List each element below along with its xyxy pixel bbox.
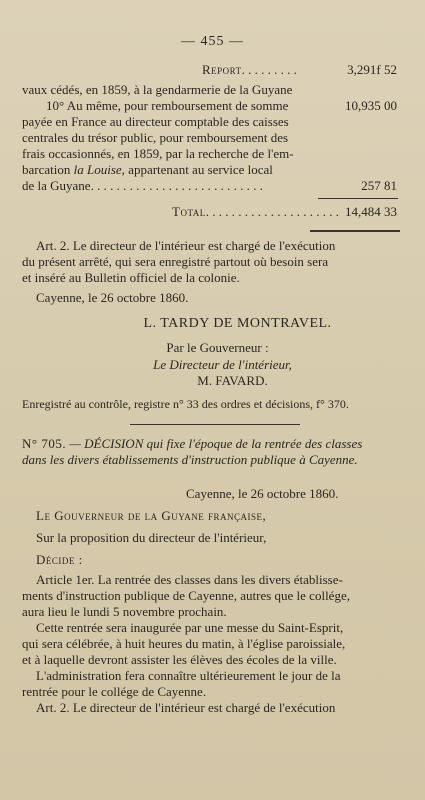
total-dots: . . . . . . . . . . . . . . . . . . . . . — [205, 204, 339, 219]
place-date: Cayenne, le 26 octobre 1860. — [36, 290, 189, 305]
decision-date: Cayenne, le 26 octobre 1860. — [186, 486, 339, 501]
total-rule — [310, 230, 400, 232]
item-line: , appartenant au service local — [121, 162, 273, 177]
text-line: et inséré au Bulletin officiel de la colonie. — [22, 270, 240, 285]
par-gouverneur: Par le Gouverneur : — [166, 340, 269, 355]
decision-heading — [22, 436, 397, 468]
decision-number: N° 705. — [22, 436, 67, 451]
text-line: ments d'instruction publique de Cayenne, autres que le collége, — [22, 588, 350, 603]
text-line: Article 1er. La rentrée des classes dans les divers établisse- — [36, 572, 343, 587]
total-label: Total — [172, 204, 206, 219]
directeur-title: Le Directeur de l'intérieur, — [153, 357, 292, 372]
report-dots: . . . . . . . . . — [241, 62, 297, 77]
text-line: aura lieu le lundi 5 novembre prochain. — [22, 604, 227, 619]
article-2 — [22, 238, 397, 286]
item-amount: 257 81 — [361, 178, 397, 193]
sum-rule — [318, 198, 398, 199]
decide-line: Décide : — [36, 552, 83, 567]
item-line: frais occasionnés, en 1859, par la recherche de l'em- — [22, 146, 294, 161]
directeur-name: M. FAVARD. — [197, 373, 268, 388]
total-amount: 14,484 33 — [345, 204, 397, 219]
vessel-name: la Louise — [73, 162, 122, 177]
signatory: L. TARDY DE MONTRAVEL. — [143, 316, 332, 331]
decision-title-2: dans les divers établissements d'instruction publique à Cayenne. — [22, 452, 358, 467]
report-amount: 3,291f 52 — [347, 62, 397, 77]
text-line: L'administration fera connaître ultérieurement le jour de la — [36, 668, 341, 683]
item-line: vaux cédés, en 1859, à la gendarmerie de la Guyane — [22, 82, 293, 97]
gouverneur-line: Le Gouverneur de la Guyane française, — [36, 508, 267, 523]
decision-title: — DÉCISION qui fixe l'époque de la rentrée des classes — [69, 436, 363, 451]
item-line: barcation — [22, 162, 71, 177]
report-label: Report — [202, 62, 242, 77]
text-line: Cette rentrée sera inaugurée par une messe du Saint-Esprit, — [36, 620, 344, 635]
page-number: — 455 — — [181, 34, 244, 49]
item-line: de la Guyane. . . . . . . . . . . . . . . . . . . . . . . . . . . — [22, 178, 263, 193]
item-line: payée en France au directeur comptable des caisses — [22, 114, 289, 129]
text-line: qui sera célébrée, à huit heures du matin, à l'église paroissiale, — [22, 636, 346, 651]
text-line: Art. 2. Le directeur de l'intérieur est chargé de l'exécution — [36, 700, 336, 715]
item-line: centrales du trésor public, pour remboursement des — [22, 130, 289, 145]
section-divider — [130, 424, 300, 425]
proposition-line: Sur la proposition du directeur de l'intérieur, — [36, 530, 267, 545]
text-line: et à laquelle devront assister les élèves des écoles de la ville. — [22, 652, 337, 667]
text-line: du présent arrêté, qui sera enregistré partout où besoin sera — [22, 254, 329, 269]
text-line: rentrée pour le collége de Cayenne. — [22, 684, 207, 699]
item-line: 10° Au même, pour remboursement de somme — [46, 98, 289, 113]
decision-body — [22, 572, 397, 716]
registration: Enregistré au contrôle, registre n° 33 des ordres et décisions, f° 370. — [22, 397, 349, 411]
item-amount: 10,935 00 — [345, 98, 397, 113]
text-line: Art. 2. Le directeur de l'intérieur est chargé de l'exécution — [36, 238, 336, 253]
